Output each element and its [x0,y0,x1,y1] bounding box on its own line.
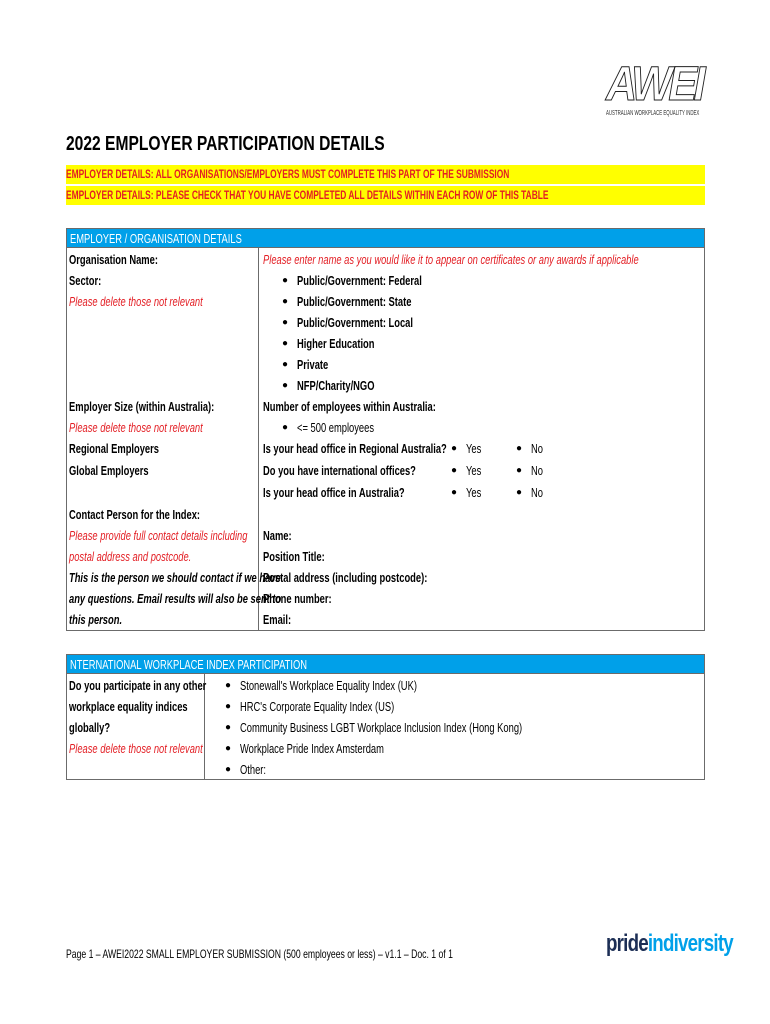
bullet-icon: ● [225,743,232,754]
page-footer [66,947,603,961]
notice-row-2 [66,186,705,205]
logo-pid-part-1: pride [606,930,648,957]
bullet-icon: ● [282,380,289,391]
bullet-icon: ● [451,465,458,476]
pride-in-diversity-logo [606,930,733,958]
index-option-other[interactable]: Other: [240,762,267,777]
index-option-stonewall[interactable]: Stonewall's Workplace Equality Index (UK) [240,678,417,693]
indices-question-line-1: Do you participate in any other [69,678,207,693]
global-employers-label: Global Employers [69,463,149,478]
sector-option-higher-education[interactable]: Higher Education [297,336,375,351]
awei-logo-letters: AWEI [606,58,703,111]
logo-pid-part-3: diversity [662,930,733,957]
org-name-label: Organisation Name: [69,252,158,267]
bullet-icon: ● [225,701,232,712]
sector-label: Sector: [69,273,102,288]
bullet-icon: ● [516,443,523,454]
notice-row-1 [66,165,705,184]
page-title [66,133,475,156]
notice-text-1: EMPLOYER DETAILS: ALL ORGANISATIONS/EMPLOYERS MUST COMPLETE THIS PART OF THE SUBMISSION [66,167,510,181]
bullet-icon: ● [282,317,289,328]
answer-yes[interactable]: Yes [466,441,482,456]
bullet-icon: ● [451,487,458,498]
contact-phone-field[interactable]: Phone number: [263,591,332,606]
regional-employers-label: Regional Employers [69,441,159,456]
indices-question-line-3: globally? [69,720,111,735]
contact-hint-line-2: postal address and postcode. [69,549,192,564]
notice-text-2: EMPLOYER DETAILS: PLEASE CHECK THAT YOU HAVE COMPLETED ALL DETAILS WITHIN EACH ROW OF THIS TABLE [66,188,549,202]
answer-no[interactable]: No [531,485,543,500]
bullet-icon: ● [225,680,232,691]
bullet-icon: ● [282,275,289,286]
indices-question-line-2: workplace equality indices [69,699,188,714]
contact-note-line-3: this person. [69,612,123,627]
awei-logo [606,58,703,124]
index-option-hrc[interactable]: HRC's Corporate Equality Index (US) [240,699,395,714]
question-head-office-australia: Is your head office in Australia? [263,485,405,500]
contact-postal-address-field[interactable]: Postal address (including postcode): [263,570,428,585]
sector-hint: Please delete those not relevant [69,294,203,309]
question-international-offices: Do you have international offices? [263,463,416,478]
page-footer-text: Page 1 – AWEI2022 SMALL EMPLOYER SUBMISSION (500 employees or less) – v1.1 – Doc. 1 of 1 [66,947,453,961]
page-title-text: 2022 EMPLOYER PARTICIPATION DETAILS [66,133,385,155]
employee-count-option[interactable]: <= 500 employees [297,420,375,435]
org-name-hint[interactable]: Please enter name as you would like it to appear on certificates or any awards if applicable [263,252,639,267]
answer-no[interactable]: No [531,463,543,478]
bullet-icon: ● [282,422,289,433]
answer-yes[interactable]: Yes [466,485,482,500]
international-section-title: NTERNATIONAL WORKPLACE INDEX PARTICIPATION [70,657,307,672]
contact-email-field[interactable]: Email: [263,612,292,627]
employer-size-label: Employer Size (within Australia): [69,399,215,414]
bullet-icon: ● [282,338,289,349]
bullet-icon: ● [516,465,523,476]
employer-size-hint: Please delete those not relevant [69,420,203,435]
awei-logo-subtitle: AUSTRALIAN WORKPLACE EQUALITY INDEX [606,110,700,117]
answer-no[interactable]: No [531,441,543,456]
bullet-icon: ● [282,296,289,307]
contact-position-field[interactable]: Position Title: [263,549,325,564]
bullet-icon: ● [225,764,232,775]
question-regional-head-office: Is your head office in Regional Australia? [263,441,447,456]
bullet-icon: ● [516,487,523,498]
index-option-workplace-pride[interactable]: Workplace Pride Index Amsterdam [240,741,384,756]
bullet-icon: ● [282,359,289,370]
bullet-icon: ● [451,443,458,454]
employer-section-title: EMPLOYER / ORGANISATION DETAILS [70,231,242,246]
contact-note-line-1: This is the person we should contact if we have [69,570,281,585]
bullet-icon: ● [225,722,232,733]
sector-option-state[interactable]: Public/Government: State [297,294,412,309]
sector-option-private[interactable]: Private [297,357,329,372]
indices-hint: Please delete those not relevant [69,741,203,756]
employee-count-question: Number of employees within Australia: [263,399,436,414]
contact-hint-line-1: Please provide full contact details including [69,528,248,543]
answer-yes[interactable]: Yes [466,463,482,478]
contact-note-line-2: any questions. Email results will also be sent to [69,591,282,606]
index-option-community-business[interactable]: Community Business LGBT Workplace Inclusion Index (Hong Kong) [240,720,523,735]
employer-section-header [66,228,705,248]
sector-option-nfp[interactable]: NFP/Charity/NGO [297,378,375,393]
contact-name-field[interactable]: Name: [263,528,292,543]
sector-option-federal[interactable]: Public/Government: Federal [297,273,422,288]
international-section-header [66,654,705,674]
contact-person-label: Contact Person for the Index: [69,507,201,522]
sector-option-local[interactable]: Public/Government: Local [297,315,413,330]
logo-pid-part-2: in [647,930,663,957]
